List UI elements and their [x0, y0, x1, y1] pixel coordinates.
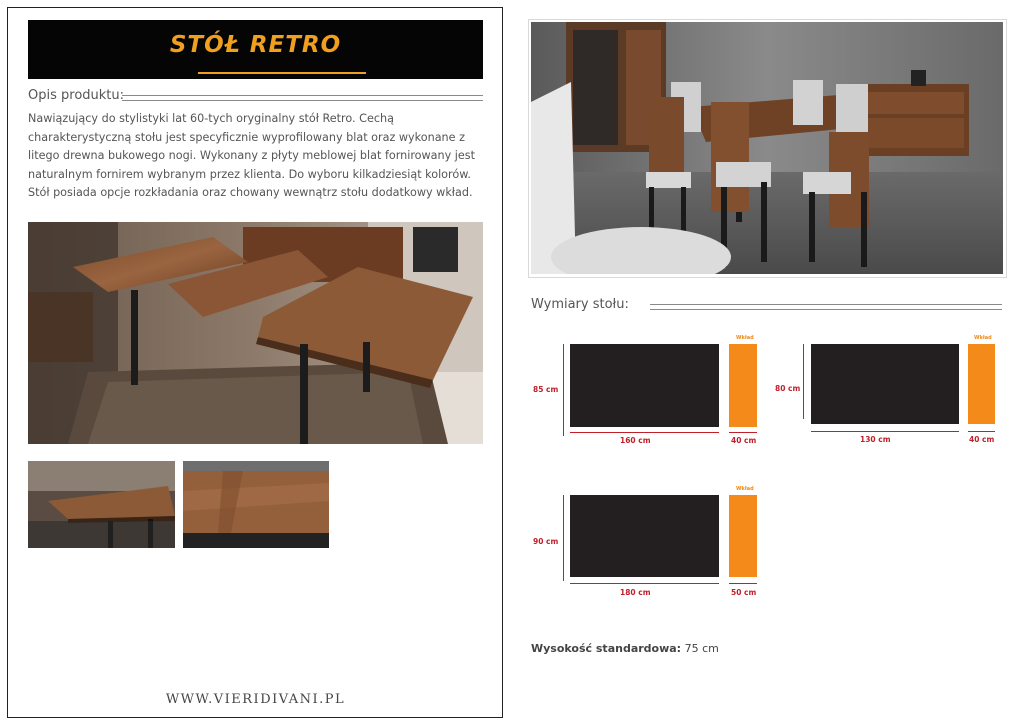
dining-room-photo	[531, 22, 1003, 274]
dimension-diagram-1	[531, 332, 766, 447]
dimension-diagram-3	[531, 484, 766, 604]
title-banner	[28, 20, 483, 79]
insert-size-label: 40 cm	[731, 436, 757, 445]
extended-table-photo	[28, 222, 483, 444]
insert-label: Wkład	[736, 486, 754, 492]
length-label: 160 cm	[620, 436, 651, 445]
heading-divider	[122, 95, 483, 101]
length-line	[570, 583, 719, 584]
length-label: 180 cm	[620, 588, 651, 597]
depth-line	[563, 495, 564, 581]
tabletop-edge-photo	[183, 461, 329, 548]
depth-label: 90 cm	[533, 537, 559, 546]
insert-leaf	[729, 495, 757, 577]
insert-size-label: 40 cm	[969, 435, 995, 444]
product-description: Nawiązujący do stylistyki lat 60-tych oryginalny stół Retro. Cechą charakterystyczną stołu jest specyficznie wyprofilowany blat oraz wykonane z litego drewna bukowego nogi. Wykonany z płyty meblowej blat fornirowany jest naturalnym fornirem wybranym przez klienta. Do wyboru kilkadziesiąt kolorów. Stół posiada opcje rozkładania oraz chowany wewnątrz stołu dodatkowy wkład.	[28, 112, 476, 199]
table-detail-photo	[28, 461, 175, 548]
depth-label: 80 cm	[775, 384, 801, 393]
dimensions-divider	[650, 304, 1002, 310]
insert-label: Wkład	[736, 335, 754, 341]
standard-height-value: 75 cm	[684, 642, 719, 655]
depth-line	[803, 344, 804, 419]
product-title: STÓŁ RETRO	[169, 32, 342, 58]
depth-line	[563, 344, 564, 436]
insert-size-label: 50 cm	[731, 588, 757, 597]
description-heading: Opis produktu:	[28, 88, 125, 103]
table-top	[570, 495, 719, 577]
insert-leaf	[729, 344, 757, 427]
standard-height	[531, 642, 719, 655]
table-top	[570, 344, 719, 427]
standard-height-label: Wysokość standardowa:	[531, 642, 682, 655]
insert-label: Wkład	[974, 335, 992, 341]
length-label: 130 cm	[860, 435, 891, 444]
dimensions-heading: Wymiary stołu:	[531, 297, 629, 312]
insert-line	[729, 583, 757, 584]
table-top	[811, 344, 959, 424]
insert-line	[968, 431, 995, 432]
depth-label: 85 cm	[533, 385, 559, 394]
length-line	[811, 431, 959, 432]
dimension-diagram-2	[775, 332, 1010, 447]
insert-leaf	[968, 344, 995, 424]
length-line	[570, 432, 719, 433]
title-underline	[198, 72, 366, 74]
insert-line	[729, 432, 757, 433]
website-url: WWW.VIERIDIVANI.PL	[165, 692, 346, 707]
